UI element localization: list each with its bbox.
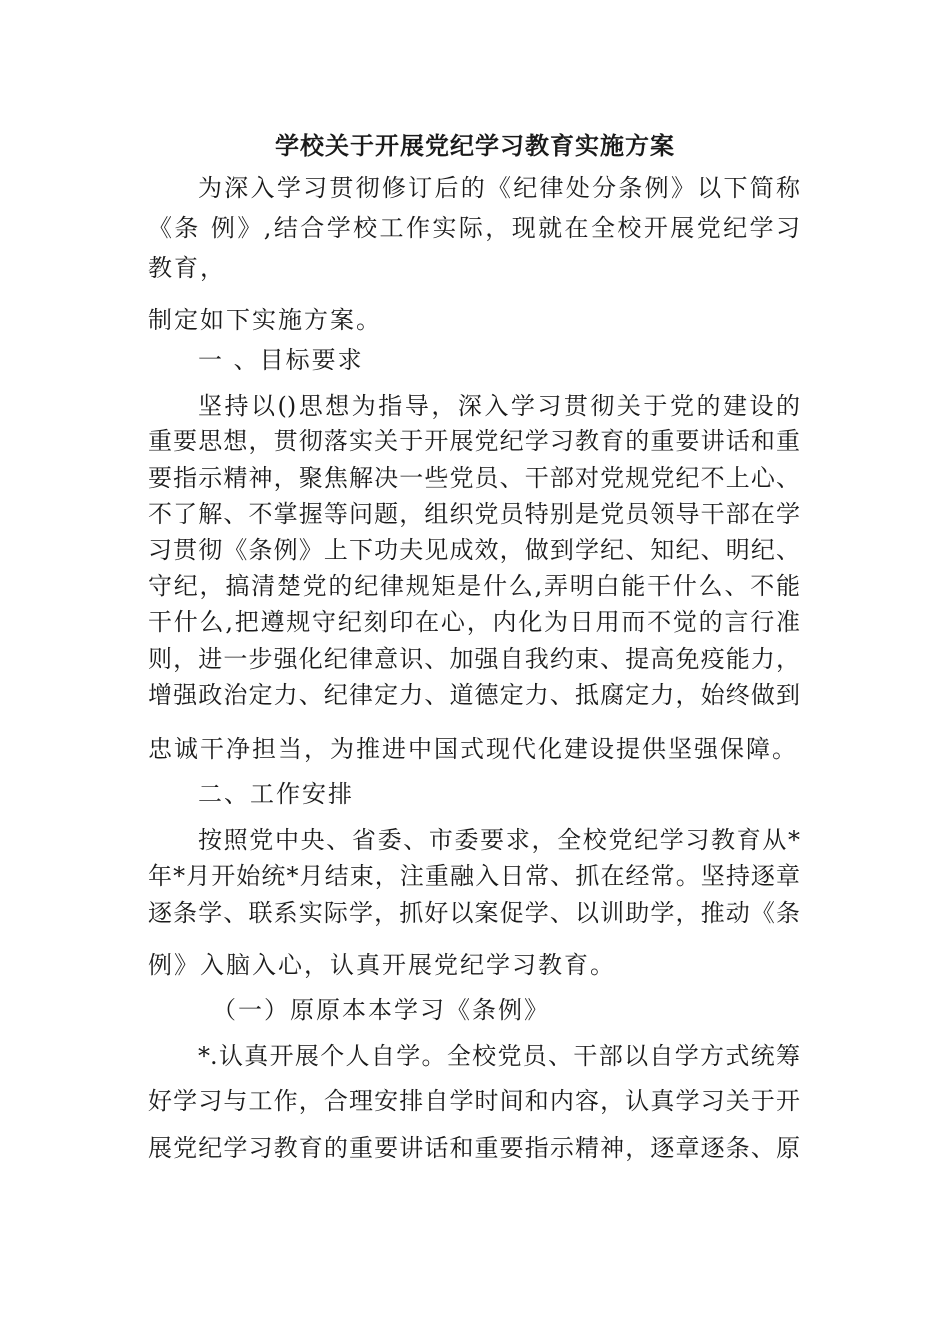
paragraph-line: 年*月开始统*月结束，注重融入日常、抓在经常。坚持逐章 [148,862,800,890]
paragraph-line: 忠诚干净担当，为推进中国式现代化建设提供坚强保障。 [148,735,798,763]
paragraph-line: 展党纪学习教育的重要讲话和重要指示精神，逐章逐条、原 [148,1134,800,1162]
document-title: 学校关于开展党纪学习教育实施方案 [275,132,675,160]
paragraph-line: 干什么,把遵规守纪刻印在心，内化为日用而不觉的言行准 [148,608,800,636]
paragraph-line: 守纪，搞清楚党的纪律规矩是什么,弄明白能干什么、不能 [148,572,800,600]
paragraph-line: 为深入学习贯彻修订后的《纪律处分条例》以下简称 [198,174,800,202]
paragraph-line: 不了解、不掌握等问题，组织党员特别是党员领导干部在学 [148,500,800,528]
subsection-heading: （一）原原本本学习《条例》 [212,996,550,1024]
paragraph-line: *.认真开展个人自学。全校党员、干部以自学方式统筹 [198,1042,800,1070]
paragraph-line: 习贯彻《条例》上下功夫见成效，做到学纪、知纪、明纪、 [148,536,800,564]
paragraph-line: 教育， [148,254,226,282]
paragraph-line: 按照党中央、省委、市委要求，全校党纪学习教育从* [198,826,800,854]
paragraph-line: 好学习与工作，合理安排自学时间和内容，认真学习关于开 [148,1087,800,1115]
paragraph-line: 坚持以()思想为指导，深入学习贯彻关于党的建设的 [198,392,800,420]
paragraph-line: 《条 例》,结合学校工作实际，现就在全校开展党纪学习 [148,214,800,242]
paragraph-line: 制定如下实施方案。 [148,306,382,334]
paragraph-line: 要指示精神，聚焦解决一些党员、干部对党规党纪不上心、 [148,464,800,492]
section-heading: 二、工作安排 [198,780,354,808]
section-heading: 一 、目标要求 [198,346,364,374]
paragraph-line: 则，进一步强化纪律意识、加强自我约束、提高免疫能力， [148,645,800,673]
paragraph-line: 重要思想，贯彻落实关于开展党纪学习教育的重要讲话和重 [148,427,800,455]
paragraph-line: 增强政治定力、纪律定力、道德定力、抵腐定力，始终做到 [148,681,800,709]
paragraph-line: 例》入脑入心，认真开展党纪学习教育。 [148,951,616,979]
paragraph-line: 逐条学、联系实际学，抓好以案促学、以训助学，推动《条 [148,899,800,927]
